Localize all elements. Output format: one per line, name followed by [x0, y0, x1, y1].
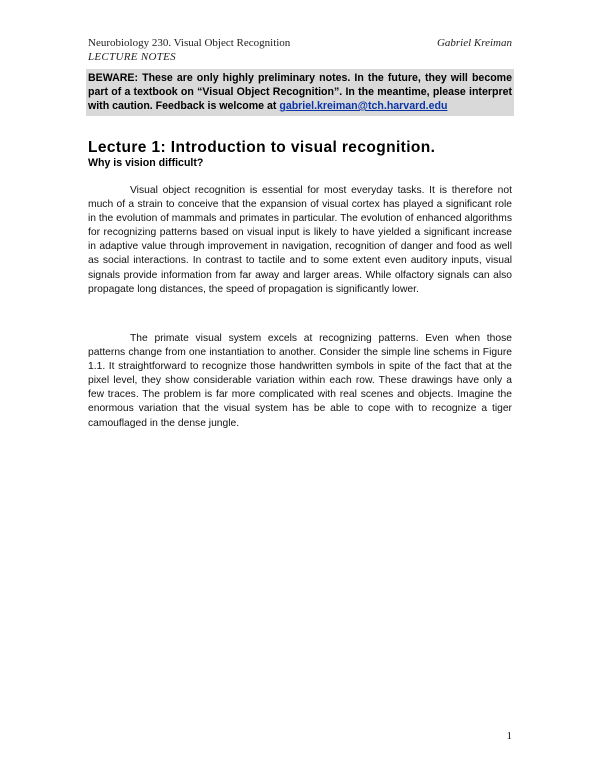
lecture-notes-label: LECTURE NOTES: [88, 51, 176, 63]
lecture-title: Lecture 1: Introduction to visual recognition.: [88, 139, 436, 156]
feedback-email-link[interactable]: gabriel.kreiman@tch.harvard.edu: [279, 100, 448, 112]
warning-notice: [86, 69, 514, 116]
body-paragraph-1: Visual object recognition is essential for most everyday tasks. It is therefore not much of a strain to conceive that the expansion of visual cortex has played a significant role in the evolution of mammals and primates in particular. The evolution of enhanced algorithms for recognizing patterns based on visual input is likely to have yielded a significant increase in adaptive value through improvement in navigation, recognition of danger and food as well as social interactions. In contrast to tactile and to some extent even auditory inputs, visual signals provide information from far away and larger areas. While olfactory signals can also propagate long distances, the speed of propagation is significantly lower.: [88, 185, 512, 295]
page-number: 1: [506, 730, 512, 742]
section-subtitle: Why is vision difficult?: [88, 157, 204, 169]
author-name: Gabriel Kreiman: [436, 37, 512, 49]
running-header: [88, 36, 290, 64]
body-paragraph-2: The primate visual system excels at recognizing patterns. Even when those patterns change from one instantiation to another. Consider the simple line schems in Figure 1.1. It straightforward to recognize those handwritten symbols in spite of the fact that at the pixel level, they show considerable variation within each row. These drawings have only a few traces. The problem is far more complicated with real scenes and objects. Imagine the enormous variation that the visual system has be able to cope with to recognize a tiger camouflaged in the dense jungle.: [88, 333, 512, 429]
course-title: Neurobiology 230. Visual Object Recognition: [88, 37, 291, 49]
warning-text: BEWARE: These are only highly preliminary notes. In the future, they will become part of a textbook on “Visual Object Recognition”. In the meantime, please interpret with caution. Feedback is welcome at: [88, 72, 512, 112]
